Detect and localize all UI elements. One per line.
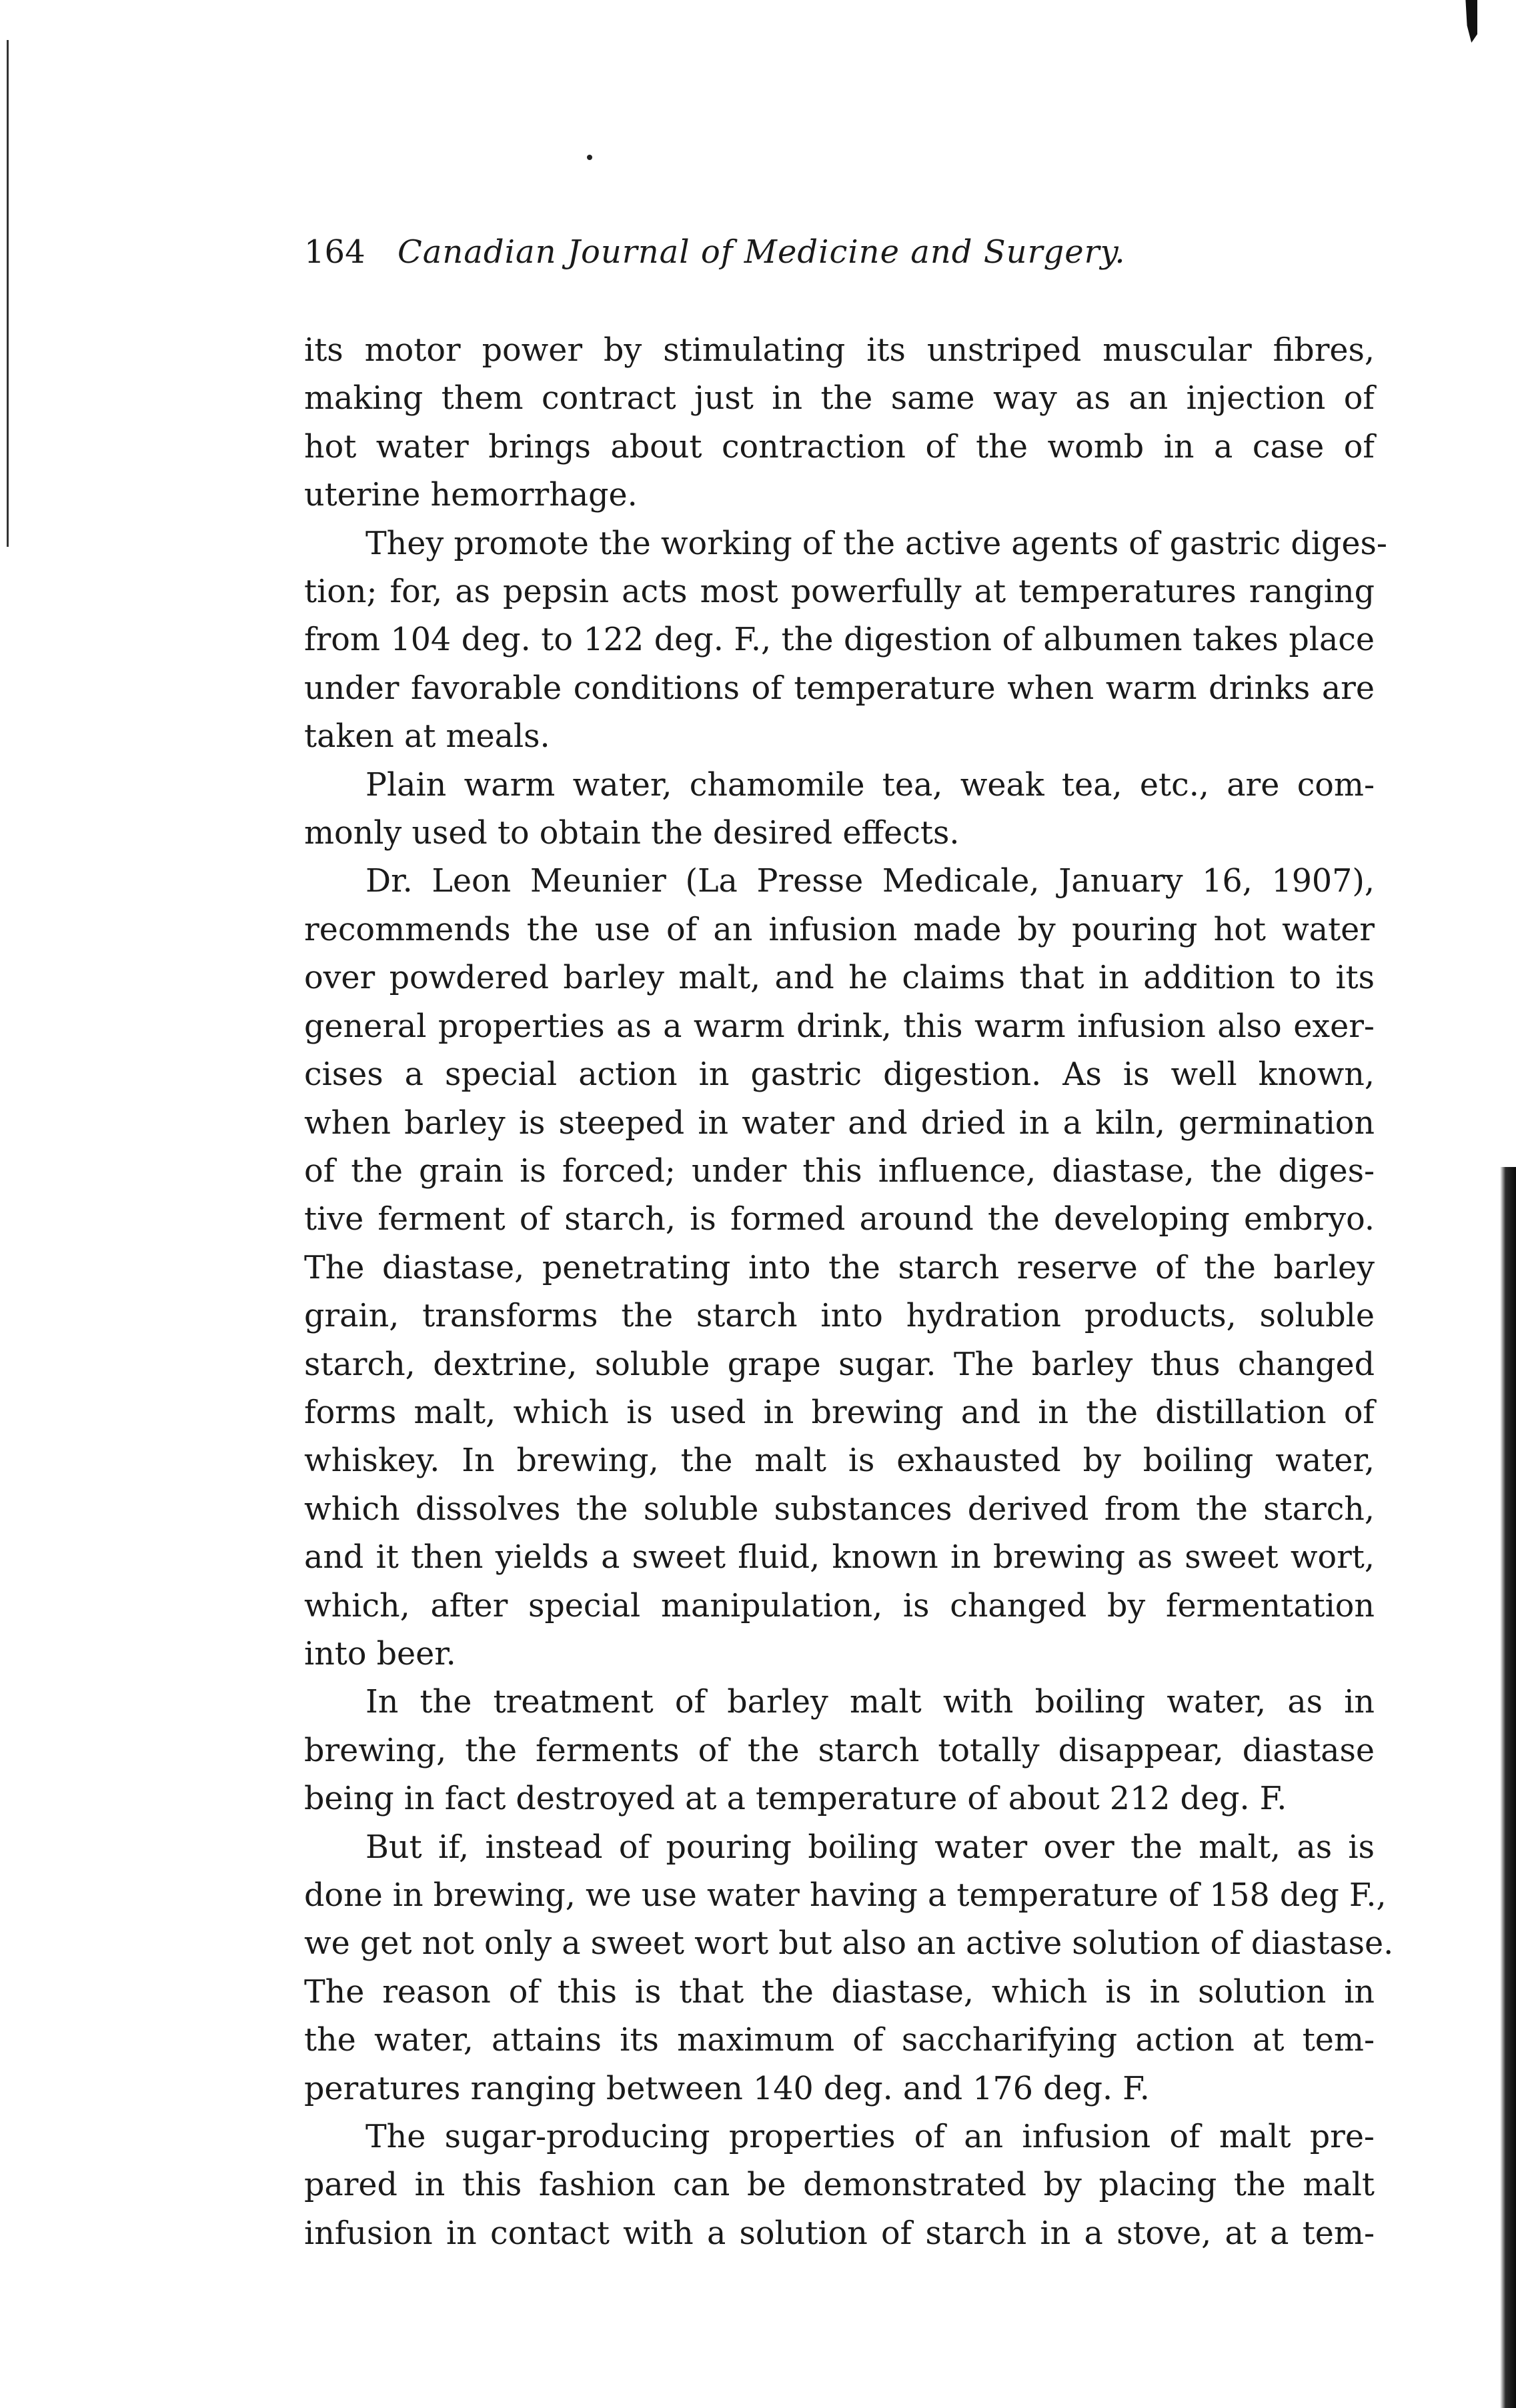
text-line: under favorable conditions of temperature when warm drinks are <box>304 670 1375 707</box>
text-line: from 104 deg. to 122 deg. F., the digestion of albumen takes place <box>304 622 1375 659</box>
text-line: taken at meals. <box>304 718 550 756</box>
text-line: over powdered barley malt, and he claims that in addition to its <box>304 960 1375 997</box>
text-line: done in brewing, we use water having a temperature of 158 deg F., <box>304 1877 1387 1914</box>
text-line: The reason of this is that the diastase, which is in solution in <box>304 1973 1375 2011</box>
text-line: brewing, the ferments of the starch totally disappear, diastase <box>304 1732 1375 1769</box>
text-line: infusion in contact with a solution of starch in a stove, at a tem- <box>304 2215 1375 2252</box>
text-line: peratures ranging between 140 deg. and 176 deg. F. <box>304 2070 1150 2107</box>
text-line: into beer. <box>304 1635 456 1672</box>
text-line: its motor power by stimulating its unstriped muscular fibres, <box>304 332 1375 369</box>
text-line: hot water brings about contraction of the womb in a case of <box>304 428 1375 465</box>
text-line: the water, attains its maximum of saccharifying action at tem- <box>304 2022 1375 2059</box>
text-line: monly used to obtain the desired effects. <box>304 815 960 852</box>
scan-page-edge <box>1500 1167 1516 2408</box>
text-line: forms malt, which is used in brewing and in the distillation of <box>304 1394 1375 1431</box>
text-line: we get not only a sweet wort but also an active solution of diastase. <box>304 1925 1394 1963</box>
text-line: general properties as a warm drink, this warm infusion also exer- <box>304 1008 1375 1045</box>
text-line: Plain warm water, chamomile tea, weak tea, etc., are com- <box>365 766 1375 804</box>
text-line: Dr. Leon Meunier (La Presse Medicale, January 16, 1907), <box>365 863 1375 900</box>
text-line: of the grain is forced; under this influence, diastase, the diges- <box>304 1152 1375 1190</box>
text-line: when barley is steeped in water and dried in a kiln, germination <box>304 1104 1375 1142</box>
scan-speck <box>587 155 592 160</box>
text-line: They promote the working of the active agents of gastric diges- <box>365 525 1387 562</box>
text-line: whiskey. In brewing, the malt is exhausted by boiling water, <box>304 1442 1375 1480</box>
text-line: grain, transforms the starch into hydration products, soluble <box>304 1298 1375 1335</box>
text-line: In the treatment of barley malt with boiling water, as in <box>365 1684 1375 1721</box>
article-body <box>304 327 1394 2258</box>
scan-corner-mark <box>1463 0 1477 43</box>
text-line: which, after special manipulation, is changed by fermentation <box>304 1587 1375 1624</box>
text-line: tion; for, as pepsin acts most powerfully at temperatures ranging <box>304 573 1375 611</box>
page-header <box>304 233 1251 271</box>
text-line: recommends the use of an infusion made by pouring hot water <box>304 911 1375 948</box>
text-line: pared in this fashion can be demonstrated by placing the malt <box>304 2167 1375 2204</box>
text-line: uterine hemorrhage. <box>304 477 638 514</box>
text-line: The diastase, penetrating into the starch reserve of the barley <box>304 1249 1375 1286</box>
text-line: tive ferment of starch, is formed around the developing embryo. <box>304 1201 1375 1238</box>
text-line: making them contract just in the same way as an injection of <box>304 380 1375 417</box>
page-number: 164 <box>304 233 365 271</box>
text-line: being in fact destroyed at a temperature of about 212 deg. F. <box>304 1780 1287 1818</box>
text-line: But if, instead of pouring boiling water over the malt, as is <box>365 1829 1375 1866</box>
text-line: and it then yields a sweet fluid, known in brewing as sweet wort, <box>304 1539 1375 1576</box>
text-line: starch, dextrine, soluble grape sugar. The barley thus changed <box>304 1346 1375 1383</box>
text-line: cises a special action in gastric digestion. As is well known, <box>304 1056 1375 1094</box>
running-title: Canadian Journal of Medicine and Surgery. <box>398 233 1126 271</box>
text-line: The sugar-producing properties of an infusion of malt pre- <box>365 2119 1375 2156</box>
text-line: which dissolves the soluble substances derived from the starch, <box>304 1490 1375 1528</box>
scan-margin-mark <box>7 40 9 547</box>
